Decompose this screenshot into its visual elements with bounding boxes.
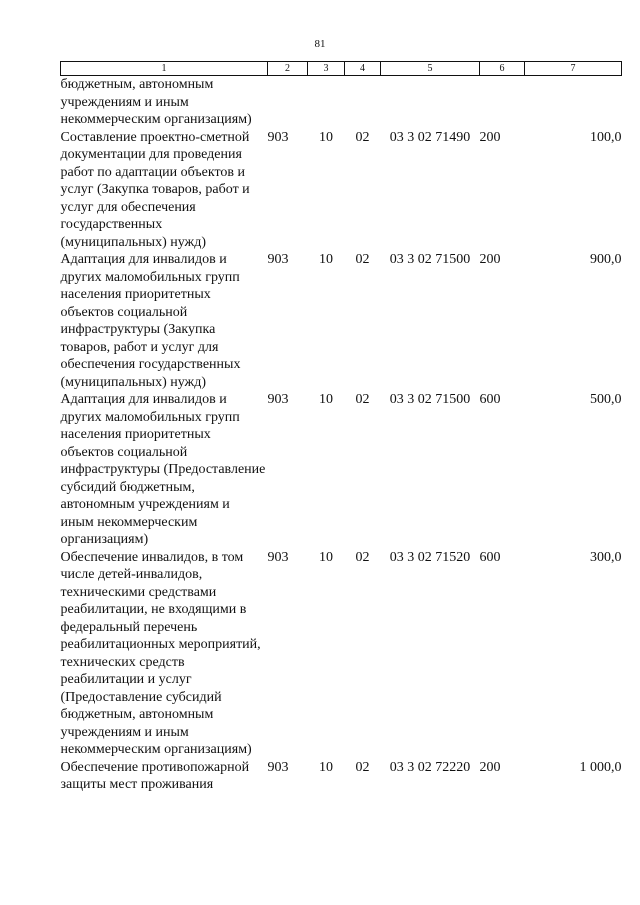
row-section <box>308 76 345 129</box>
row-name: Обеспечение противопожарной защиты мест проживания <box>60 759 250 792</box>
row-expense-type: 200 <box>479 252 501 267</box>
column-header-2: 2 <box>268 62 308 76</box>
row-name: Составление проектно-сметной документации для проведения работ по адаптации объектов и услуг (Закупка товаров, работ и услуг для обеспечения государственных (муниципальных) нужд) <box>60 129 250 250</box>
row-target-article: 03 3 02 71500 <box>389 392 471 407</box>
row-subsection: 02 <box>355 759 370 775</box>
column-header-3: 3 <box>308 62 345 76</box>
row-subsection: 02 <box>355 252 370 267</box>
row-ministry-code: 903 <box>267 759 289 775</box>
row-section: 10 <box>319 129 333 145</box>
row-name: Адаптация для инвалидов и других маломобильных групп населения приоритетных объектов социальной инфраструктуры (Закупка товаров, работ и услуг для обеспечения государственных (муниципальных) нужд) <box>60 252 241 390</box>
row-amount: 100,0 <box>590 129 622 145</box>
row-target-article: 03 3 02 71520 <box>389 549 471 565</box>
table-row <box>61 549 622 759</box>
row-target-article: 03 3 02 71500 <box>389 252 471 267</box>
row-name: Адаптация для инвалидов и других маломобильных групп населения приоритетных объектов социальной инфраструктуры (Предоставление субсидий бюджетным, автономным учреждениям и иным некоммерческим организациям) <box>60 392 266 547</box>
row-target-article <box>381 76 480 129</box>
column-header-4: 4 <box>345 62 381 76</box>
row-subsection: 02 <box>355 392 370 407</box>
row-ministry-code: 903 <box>267 252 289 267</box>
column-header-6: 6 <box>480 62 525 76</box>
row-expense-type <box>480 76 525 129</box>
table-row <box>61 76 622 129</box>
table-row <box>61 251 622 391</box>
table-row <box>61 759 622 794</box>
budget-table <box>60 61 622 794</box>
row-amount: 300,0 <box>590 549 622 565</box>
row-ministry-code <box>268 76 308 129</box>
row-amount <box>525 76 622 129</box>
row-ministry-code: 903 <box>267 129 289 145</box>
page-number: 81 <box>314 38 326 50</box>
row-ministry-code: 903 <box>267 392 289 407</box>
row-amount: 900,0 <box>590 252 622 267</box>
column-header-1: 1 <box>61 62 268 76</box>
row-section: 10 <box>319 759 333 775</box>
row-expense-type: 200 <box>479 129 501 145</box>
column-header-7: 7 <box>525 62 622 76</box>
table-row <box>61 129 622 252</box>
row-expense-type: 600 <box>479 549 501 565</box>
row-section: 10 <box>319 549 333 565</box>
row-section: 10 <box>319 392 333 407</box>
row-section: 10 <box>319 252 333 267</box>
row-subsection: 02 <box>355 129 370 145</box>
row-name: бюджетным, автономным учреждениям и иным некоммерческим организациям) <box>60 77 252 127</box>
row-subsection <box>345 76 381 129</box>
row-expense-type: 600 <box>479 392 501 407</box>
table-row <box>61 391 622 549</box>
row-ministry-code: 903 <box>267 549 289 565</box>
row-subsection: 02 <box>355 549 370 565</box>
row-target-article: 03 3 02 71490 <box>389 129 471 145</box>
column-header-5: 5 <box>381 62 480 76</box>
row-expense-type: 200 <box>479 759 501 775</box>
row-amount: 500,0 <box>590 392 622 407</box>
row-target-article: 03 3 02 72220 <box>389 759 471 775</box>
row-amount: 1 000,0 <box>579 759 622 775</box>
row-name: Обеспечение инвалидов, в том числе детей-инвалидов, техническими средствами реабилитации, не входящими в федеральный перечень реабилитационных мероприятий, технических средств реабилитации и услуг (Предоставление субсидий бюджетным, автономным учреждениям и иным некоммерческим организациям) <box>60 549 261 757</box>
column-number-header <box>61 62 622 76</box>
